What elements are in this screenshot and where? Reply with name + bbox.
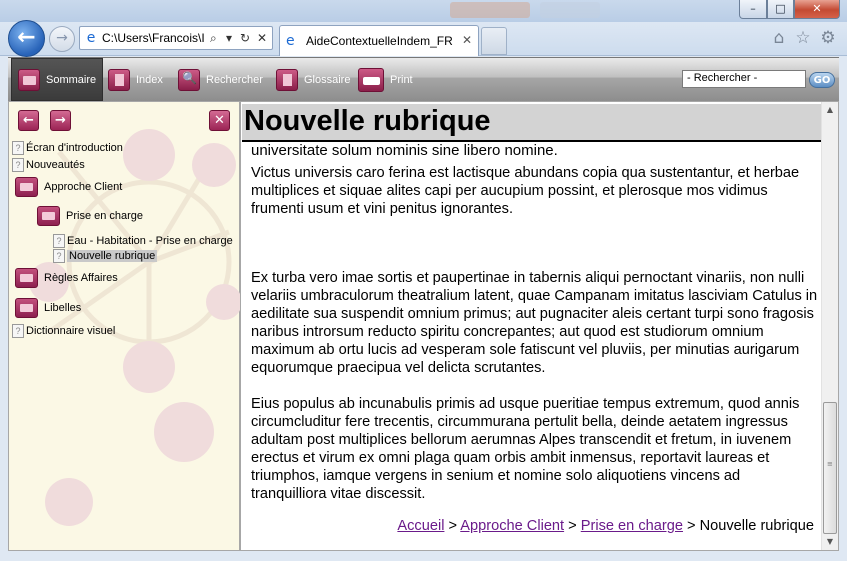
close-tab-icon[interactable]: ✕ (461, 33, 472, 47)
breadcrumb-separator: > (682, 518, 700, 534)
scroll-down-arrow[interactable]: ▼ (826, 537, 834, 546)
ie-page-icon: e (286, 33, 295, 49)
sommaire-button[interactable] (11, 58, 103, 101)
breadcrumb-current: Nouvelle rubrique (699, 518, 814, 534)
folder-icon (18, 69, 40, 91)
scroll-grip-icon: ≡ (827, 460, 833, 468)
rechercher-label: Rechercher (206, 74, 263, 86)
breadcrumb-separator: > (564, 518, 581, 534)
toc-item-label: Nouveautés (26, 159, 85, 171)
vertical-scrollbar[interactable] (821, 102, 838, 550)
search-icon (178, 69, 200, 91)
paragraph: Eius populus ab incunabulis primis ad usque pueritiae tempus extremum, quod annis circumcluditur fere trecentis, circummurana pertulit bella, deinde aetatem ingressus adultam post multiplices bellorum aerumnas Alpes transcendit et fretum, in iuvenem erectus et virum ex omni plaga quam orbis ambit inmensus, reportavit laureas et triumphos, iamque vergens in senium et nomine solo aliquotiens vincens ad tranquilliora vitae discessit. (251, 396, 800, 502)
go-button[interactable]: GO (809, 72, 835, 88)
paragraph: Ex turba vero imae sortis et paupertinae in tabernis aliqui pernoctant vinariis, non nulli velariis umbraculorum theatralium latent, quae Campanam imitatus lasciviam Catulus in aedilitate sua suspendit omnium primus; aut pugnaciter aleis certant turpi sono fragosis naribus introrsum reducto spiritu concrepantes; aut quod est studiorum omnium maximum ab ortu lucis ad vesperam sole fatiscunt vel pluviis, per minutias aurigarum equorumque praecipua vel delicta scrutantes. (251, 270, 818, 376)
search-address-icon[interactable]: ⌕ (210, 31, 217, 45)
toc-item-label: Règles Affaires (44, 272, 118, 284)
home-icon[interactable]: ⌂ (773, 28, 785, 48)
toc-item-label: Approche Client (44, 181, 123, 193)
scroll-up-arrow[interactable]: ▲ (826, 105, 834, 114)
breadcrumb-link-accueil[interactable]: Accueil (397, 518, 445, 534)
toc-book-regles-affaires[interactable] (15, 268, 118, 288)
clipped-text-line: universitate solum nominis sine libero nomine. (251, 142, 558, 159)
breadcrumb-link-approche-client[interactable]: Approche Client (460, 518, 565, 534)
book-folder-icon (15, 268, 38, 288)
toc-item-label: Dictionnaire visuel (26, 325, 116, 337)
toc-item-eau-habitation[interactable] (53, 234, 233, 248)
titlebar-background-reflection (450, 2, 530, 18)
help-toolbar (8, 57, 839, 101)
topic-content-pane (240, 101, 839, 551)
toc-item-label: Libelles (44, 302, 82, 314)
index-icon (108, 69, 130, 91)
forward-button[interactable]: → (49, 26, 75, 52)
toc-previous-button[interactable]: ← (18, 110, 39, 131)
window-titlebar (0, 0, 847, 22)
sommaire-label: Sommaire (46, 73, 97, 86)
scroll-thumb[interactable] (823, 402, 837, 534)
address-bar[interactable] (79, 26, 273, 50)
print-icon (358, 68, 384, 92)
favorites-star-icon[interactable]: ☆ (795, 28, 811, 48)
toc-item-dictionnaire-visuel[interactable] (12, 324, 115, 338)
topic-icon: ? (12, 141, 24, 155)
maximize-button[interactable]: □ (767, 0, 794, 19)
back-button[interactable]: ← (8, 20, 45, 57)
index-label: Index (136, 74, 163, 86)
print-button[interactable] (358, 64, 413, 96)
topic-icon: ? (12, 324, 24, 338)
toc-item-nouvelle-rubrique[interactable] (53, 249, 157, 263)
toc-item-label: Eau - Habitation - Prise en charge (67, 235, 233, 247)
search-input[interactable]: - Rechercher - (682, 70, 806, 88)
toc-book-approche-client[interactable] (15, 177, 122, 197)
topic-title: Nouvelle rubrique (242, 104, 821, 142)
toc-book-prise-en-charge[interactable] (37, 206, 143, 226)
toc-item-ecran-introduction[interactable] (12, 141, 123, 155)
breadcrumb-link-prise-en-charge[interactable]: Prise en charge (580, 518, 683, 534)
toc-item-label: Prise en charge (66, 210, 144, 222)
print-label: Print (390, 74, 413, 86)
tab-active[interactable] (279, 25, 479, 56)
glossaire-button[interactable] (276, 64, 350, 96)
book-folder-icon (15, 177, 38, 197)
toc-item-label: Nouvelle rubrique (69, 250, 156, 262)
toc-item-nouveautes[interactable] (12, 158, 85, 172)
rechercher-button[interactable] (178, 64, 263, 96)
index-button[interactable] (108, 64, 163, 96)
minimize-button[interactable]: – (739, 0, 767, 19)
book-folder-icon (15, 298, 38, 318)
tab-title: AideContextuelleIndem_FR (306, 34, 453, 48)
toc-close-button[interactable]: ✕ (209, 110, 230, 131)
titlebar-background-reflection (540, 2, 600, 18)
topic-icon: ? (12, 158, 24, 172)
toc-item-label: Écran d'introduction (26, 142, 123, 154)
toc-book-libelles[interactable] (15, 298, 81, 318)
glossaire-label: Glossaire (304, 74, 351, 86)
toc-pane (8, 101, 240, 551)
topic-icon: ? (53, 249, 65, 263)
ie-page-icon: e (86, 30, 96, 46)
breadcrumb (397, 518, 814, 534)
address-input[interactable]: C:\Users\Francois\I (102, 31, 205, 45)
paragraph: Victus universis caro ferina est lactisque abundans copia qua sustentantur, et herbae multiplices et siquae alites capi per aucupium possint, et plerosque mos vidimus frumenti usum et vini penitus ignorantes. (251, 165, 800, 217)
toc-next-button[interactable]: → (50, 110, 71, 131)
stop-icon[interactable]: ✕ (257, 31, 268, 45)
book-folder-icon (37, 206, 60, 226)
address-dropdown-icon[interactable]: ▾ (226, 31, 233, 45)
browser-navbar (0, 22, 847, 56)
refresh-icon[interactable]: ↻ (240, 31, 251, 45)
topic-icon: ? (53, 234, 65, 248)
close-window-button[interactable]: ✕ (794, 0, 840, 19)
new-tab-button[interactable] (481, 27, 507, 55)
breadcrumb-separator: > (444, 518, 461, 534)
tools-gear-icon[interactable]: ⚙ (820, 28, 836, 48)
glossary-icon (276, 69, 298, 91)
